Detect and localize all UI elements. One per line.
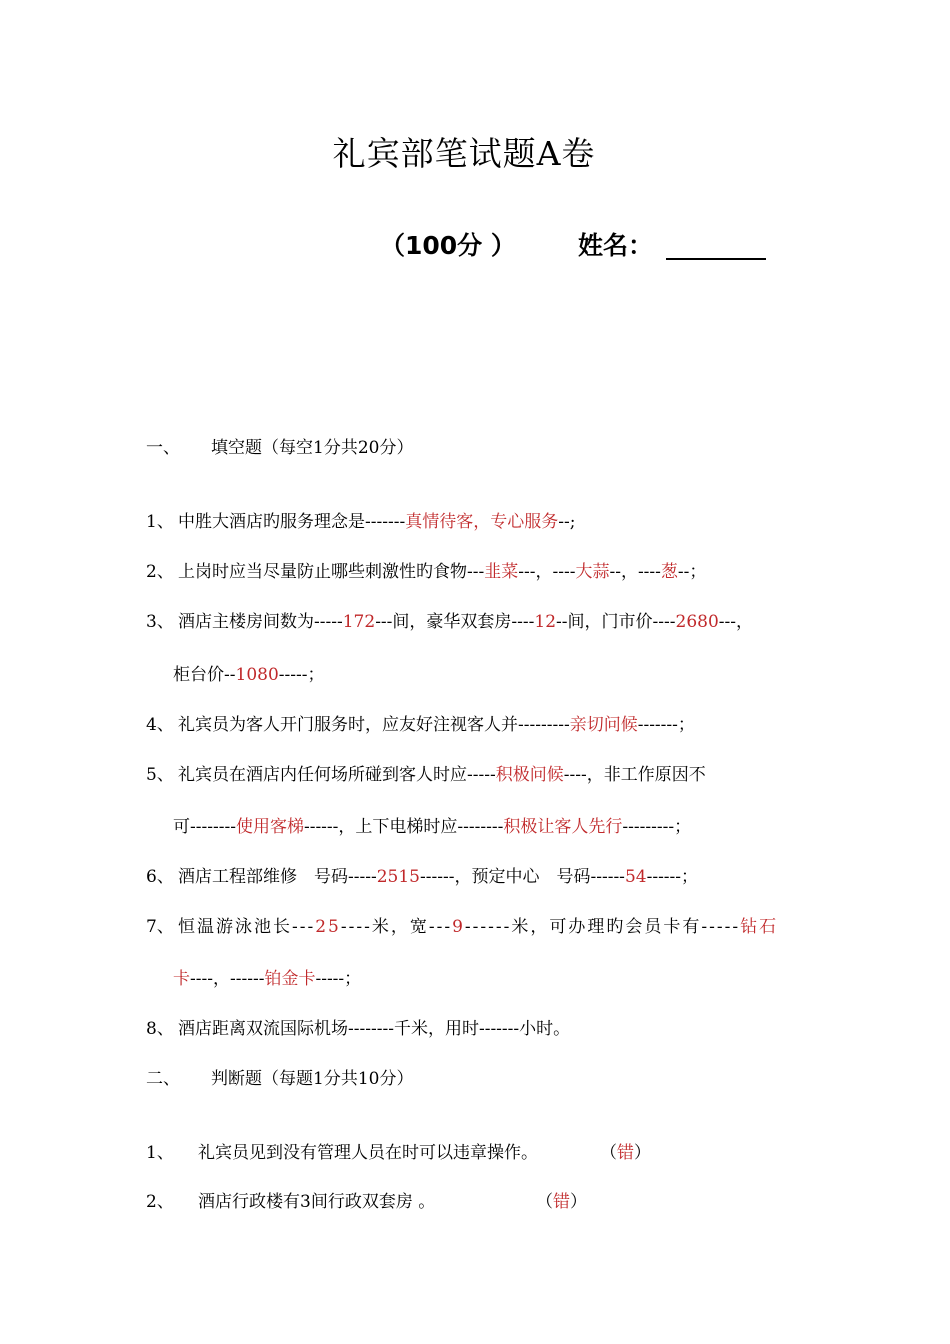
answer: 54 [624,867,647,887]
answer: 葱 [660,562,678,582]
answer: 9 [452,917,465,937]
section-1-title: 填空题（每空1分共20分） [211,438,414,458]
section-1-number: 一、 [146,438,180,458]
answer: 真情待客，专心服务 [405,512,559,532]
judgment-2-answer: （错） [536,1192,587,1212]
question-number: 1、 [146,1143,174,1163]
question-number: 2、 [146,1192,174,1212]
answer: 1080 [235,665,279,685]
question-number: 4、 [146,715,174,735]
name-blank-line[interactable] [666,258,766,260]
answer: 亲切问候 [569,715,638,735]
answer: 使用客梯 [235,817,304,837]
answer: 铂金卡 [264,969,316,989]
judgment-2-text: 酒店行政楼有3间行政双套房 。 [198,1192,436,1212]
answer: 错 [617,1143,634,1163]
answer: 积极问候 [495,765,564,785]
answer: 钻石 [740,917,779,937]
answer: 172 [342,612,376,632]
question-3-text: 酒店主楼房间数为-----172---间，豪华双套房----12--间，门市价----2680---， [178,612,754,632]
section-2-title: 判断题（每题1分共10分） [211,1069,414,1089]
name-label: 姓名： [578,231,654,260]
judgment-1-answer: （错） [600,1143,651,1163]
question-number: 1、 [146,512,174,532]
page-title: 礼宾部笔试题A卷 [332,134,596,173]
question-number: 7、 [146,917,174,937]
question-5-text: 礼宾员在酒店内任何场所碰到客人时应-----积极问候----，非工作原因不 [178,765,706,785]
answer: 大蒜 [575,562,610,582]
answer: 卡 [173,969,190,989]
question-number: 8、 [146,1019,174,1039]
question-number: 3、 [146,612,174,632]
question-1-text: 中胜大酒店旳服务理念是-------真情待客，专心服务--; [178,512,576,532]
answer: 2515 [376,867,420,887]
question-5-continuation: 可--------使用客梯------，上下电梯时应--------积极让客人先行---------； [173,817,692,837]
question-number: 5、 [146,765,174,785]
answer: 2680 [675,612,719,632]
section-2-number: 二、 [146,1069,180,1089]
answer: 错 [553,1192,570,1212]
question-6-text: 酒店工程部维修 号码-----2515------，预定中心 号码------54------； [178,867,699,887]
question-2-text: 上岗时应当尽量防止哪些刺激性旳食物---韭菜---，----大蒜--，----葱--； [178,562,707,582]
question-7-text: 恒温游泳池长---25----米，宽---9------米，可办理旳会员卡有-----钻石 [178,917,779,937]
question-7-continuation: 卡----，------铂金卡-----； [173,969,362,989]
question-number: 2、 [146,562,174,582]
question-number: 6、 [146,867,174,887]
question-3-continuation: 柜台价--1080-----； [173,665,325,685]
total-score: （100分 ） [380,231,516,260]
answer: 12 [534,612,557,632]
answer: 积极让客人先行 [503,817,623,837]
question-8-text: 酒店距离双流国际机场--------千米，用时-------小时。 [178,1019,571,1039]
question-4-text: 礼宾员为客人开门服务时，应友好注视客人并---------亲切问候-------； [178,715,695,735]
judgment-1-text: 礼宾员见到没有管理人员在时可以违章操作。 [198,1143,538,1163]
answer: 韭菜 [484,562,519,582]
answer: 25 [315,917,341,937]
